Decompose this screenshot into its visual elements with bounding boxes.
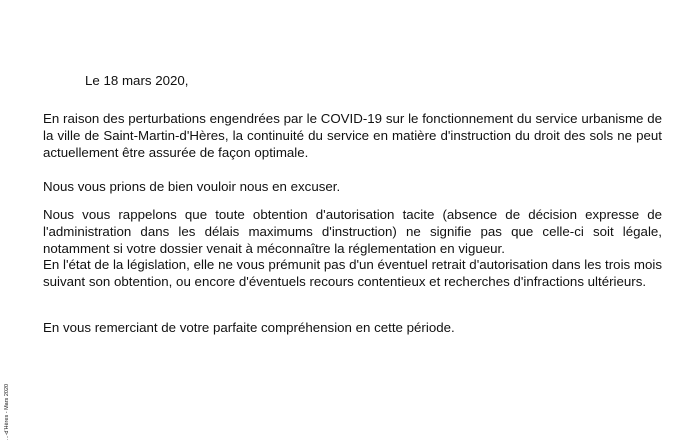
vertical-side-note: ...-d'Hères - Mars 2020	[4, 383, 10, 440]
date-line: Le 18 mars 2020,	[85, 73, 189, 88]
paragraph-closing: En vous remerciant de votre parfaite compréhension en cette période.	[43, 320, 455, 335]
paragraph-tacit-authorization: Nous vous rappelons que toute obtention d'autorisation tacite (absence de décision expresse de l'administration dans les délais maximums d'instruction) ne signifie pas que celle-ci soit légale, notamment si votre dossier venait à méconnaître la réglementation en vigueur.	[43, 207, 662, 256]
paragraph-legislation: En l'état de la législation, elle ne vous prémunit pas d'un éventuel retrait d'autorisation dans les trois mois suivant son obtention, ou encore d'éventuels recours contentieux et recherches d'infractions ultérieurs.	[43, 257, 662, 289]
paragraph-service-disruption: En raison des perturbations engendrées par le COVID-19 sur le fonctionnement du service urbanisme de la ville de Saint-Martin-d'Hères, la continuité du service en matière d'instruction du droit des sols ne peut actuellement être assurée de façon optimale.	[43, 111, 662, 160]
paragraph-apology: Nous vous prions de bien vouloir nous en excuser.	[43, 179, 341, 194]
